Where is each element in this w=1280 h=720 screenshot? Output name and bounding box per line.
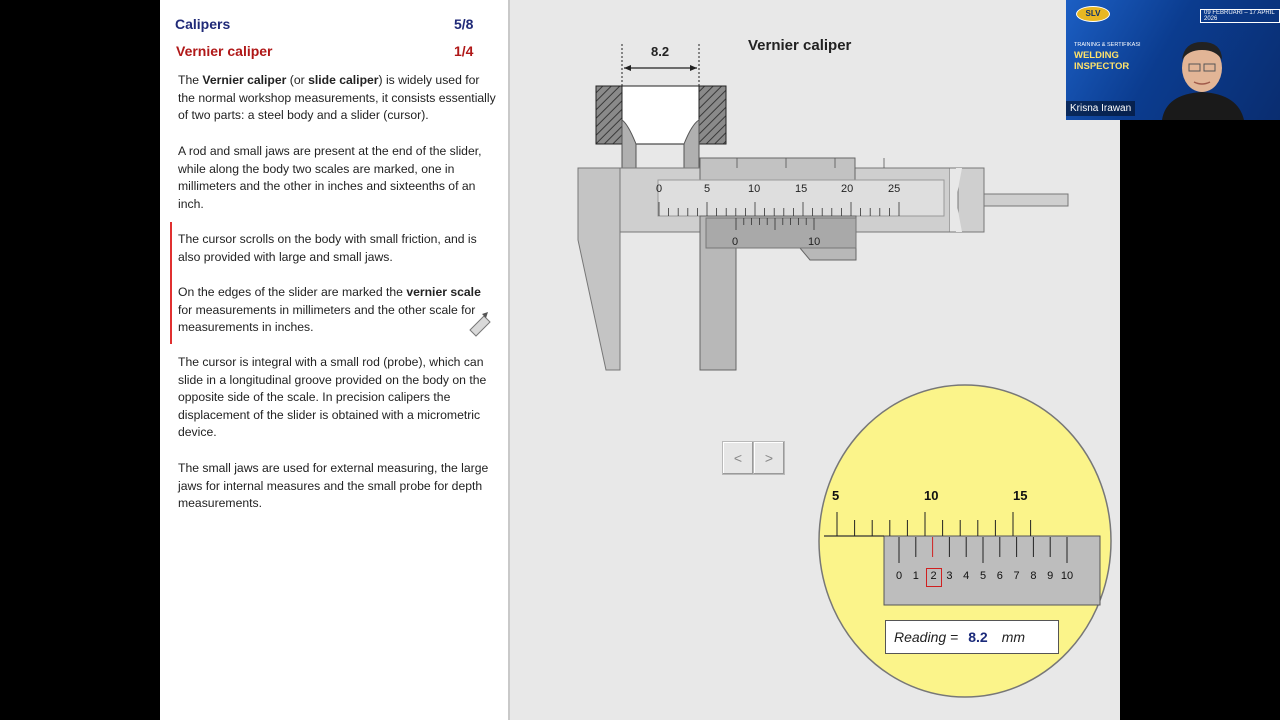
magnifier-vernier-label: 3 — [946, 570, 953, 582]
date-badge: 09 FEBRUARI – 17 APRIL 2026 — [1200, 9, 1280, 23]
previous-button[interactable] — [722, 441, 754, 475]
chevron-right-icon: > — [764, 450, 774, 466]
paragraph-probe: The cursor is integral with a small rod (probe), which can slide in a longitudinal groove provided on the body on the opposite side of the scale. In precision calipers the displacement of the slider is obtained with a micrometric device. — [178, 355, 487, 440]
magnifier-main-label: 15 — [1013, 488, 1028, 503]
vernier-scale-label: 10 — [808, 236, 821, 248]
diagram-title: Vernier caliper — [748, 37, 852, 54]
main-scale-ticks — [510, 0, 1122, 390]
paragraph-cursor: The cursor scrolls on the body with small friction, and is also provided with large and small jaws. — [178, 232, 477, 264]
presenter-avatar — [1152, 36, 1252, 120]
magnifier-vernier-label: 6 — [996, 570, 1003, 582]
paragraph-uses: The small jaws are used for external measuring, the large jaws for internal measures and the small probe for depth measurements. — [178, 461, 489, 511]
magnifier-vernier-label: 7 — [1013, 570, 1020, 582]
reading-value: 8.2 — [968, 629, 988, 645]
magnifier-vernier-label: 1 — [912, 570, 919, 582]
section-title[interactable]: Calipers — [175, 16, 231, 32]
section-counter: 5/8 — [454, 16, 474, 32]
main-scale-label: 25 — [888, 183, 901, 195]
main-scale-label: 0 — [656, 183, 663, 195]
magnifier-vernier-label: 10 — [1060, 570, 1074, 582]
magnifier-vernier-label: 4 — [963, 570, 970, 582]
paragraph-intro: The Vernier caliper (or slide caliper) is widely used for the normal workshop measurements, it consists essentially of two parts: a steel body and a slider (cursor). — [178, 73, 496, 123]
next-button[interactable] — [753, 441, 785, 475]
magnifier-vernier-label: 5 — [979, 570, 987, 582]
topic-counter: 1/4 — [454, 43, 474, 59]
mouse-pointer-icon — [466, 310, 498, 342]
chevron-left-icon: < — [733, 450, 743, 466]
dimension-label: 8.2 — [651, 44, 670, 59]
paragraph-vernier-scale: On the edges of the slider are marked the vernier scale for measurements in millimeters and the other scale for measurements in inches. — [178, 285, 481, 335]
magnifier-vernier-label: 0 — [895, 570, 903, 582]
illustration-panel — [508, 0, 1120, 720]
magnifier-vernier-label: 8 — [1030, 570, 1037, 582]
reading-box — [885, 620, 1059, 654]
vernier-scale-label: 0 — [732, 236, 739, 248]
video-subtitle: TRAINING & SERTIFIKASI — [1074, 42, 1141, 48]
reading-label: Reading = — [894, 629, 959, 645]
magnifier-main-label: 10 — [924, 488, 939, 503]
magnifier-main-label: 5 — [832, 488, 840, 503]
active-section-marker — [170, 222, 172, 344]
main-scale-label: 10 — [748, 183, 761, 195]
video-title: WELDING INSPECTOR — [1074, 50, 1130, 72]
topic-title[interactable]: Vernier caliper — [176, 43, 273, 59]
slv-logo: SLV — [1076, 6, 1110, 22]
main-scale-label: 5 — [704, 183, 711, 195]
magnifier-vernier-label: 9 — [1047, 570, 1054, 582]
presenter-video — [1066, 0, 1280, 120]
presenter-name: Krisna Irawan — [1066, 101, 1135, 116]
magnifier-vernier-label: 2 — [926, 568, 942, 587]
lesson-text-panel — [160, 0, 508, 720]
paragraph-jaws-scales: A rod and small jaws are present at the end of the slider, while along the body two scales are marked, one in millimeters and the other in inches and sixteenths of an inch. — [178, 144, 482, 211]
main-scale-label: 15 — [795, 183, 808, 195]
main-scale-label: 20 — [841, 183, 854, 195]
reading-unit: mm — [1001, 629, 1026, 645]
